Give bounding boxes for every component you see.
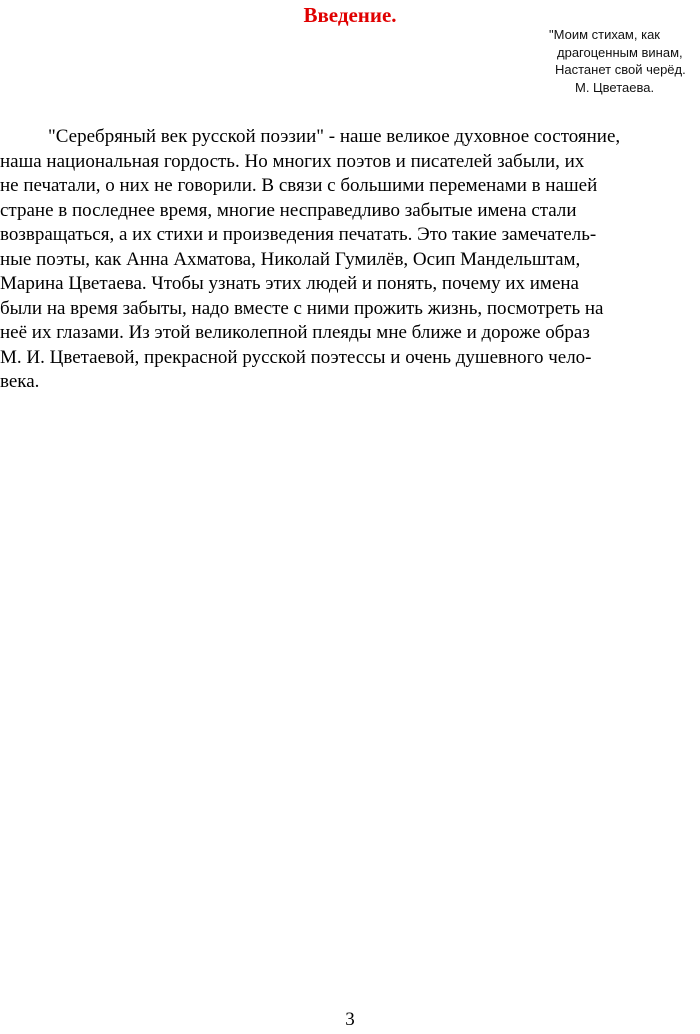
paragraph-line: века. [0, 371, 40, 392]
paragraph-line: были на время забыты, надо вместе с ними прожить жизнь, посмотреть на [0, 297, 604, 319]
paragraph-line: неё их глазами. Из этой великолепной плеяды мне ближе и дороже образ [0, 322, 590, 343]
epigraph-line: Настанет свой черёд. [555, 62, 686, 77]
body-paragraph [0, 125, 700, 395]
paragraph-line: возвращаться, а их стихи и произведения печатать. Это такие замечатель- [0, 224, 597, 245]
paragraph-line: Марина Цветаева. Чтобы узнать этих людей и понять, почему их имена [0, 273, 579, 294]
paragraph-line: наша национальная гордость. Но многих поэтов и писателей забыли, их [0, 150, 585, 172]
page-number: 3 [345, 1009, 355, 1030]
paragraph-line: М. И. Цветаевой, прекрасной русской поэтессы и очень душевного чело- [0, 346, 592, 368]
paragraph-line: "Серебряный век русской поэзии" - наше великое духовное состояние, [48, 126, 621, 147]
page-title: Введение. [303, 3, 397, 27]
epigraph-line: драгоценным винам, [557, 44, 683, 60]
paragraph-line: стране в последнее время, многие несправедливо забытые имена стали [0, 199, 577, 221]
paragraph-line: ные поэты, как Анна Ахматова, Николай Гумилёв, Осип Мандельштам, [0, 248, 581, 270]
epigraph [530, 26, 700, 96]
epigraph-author: М. Цветаева. [575, 79, 655, 95]
epigraph-line: "Моим стихам, как [549, 27, 660, 42]
paragraph-line: не печатали, о них не говорили. В связи с большими переменами в нашей [0, 175, 598, 196]
